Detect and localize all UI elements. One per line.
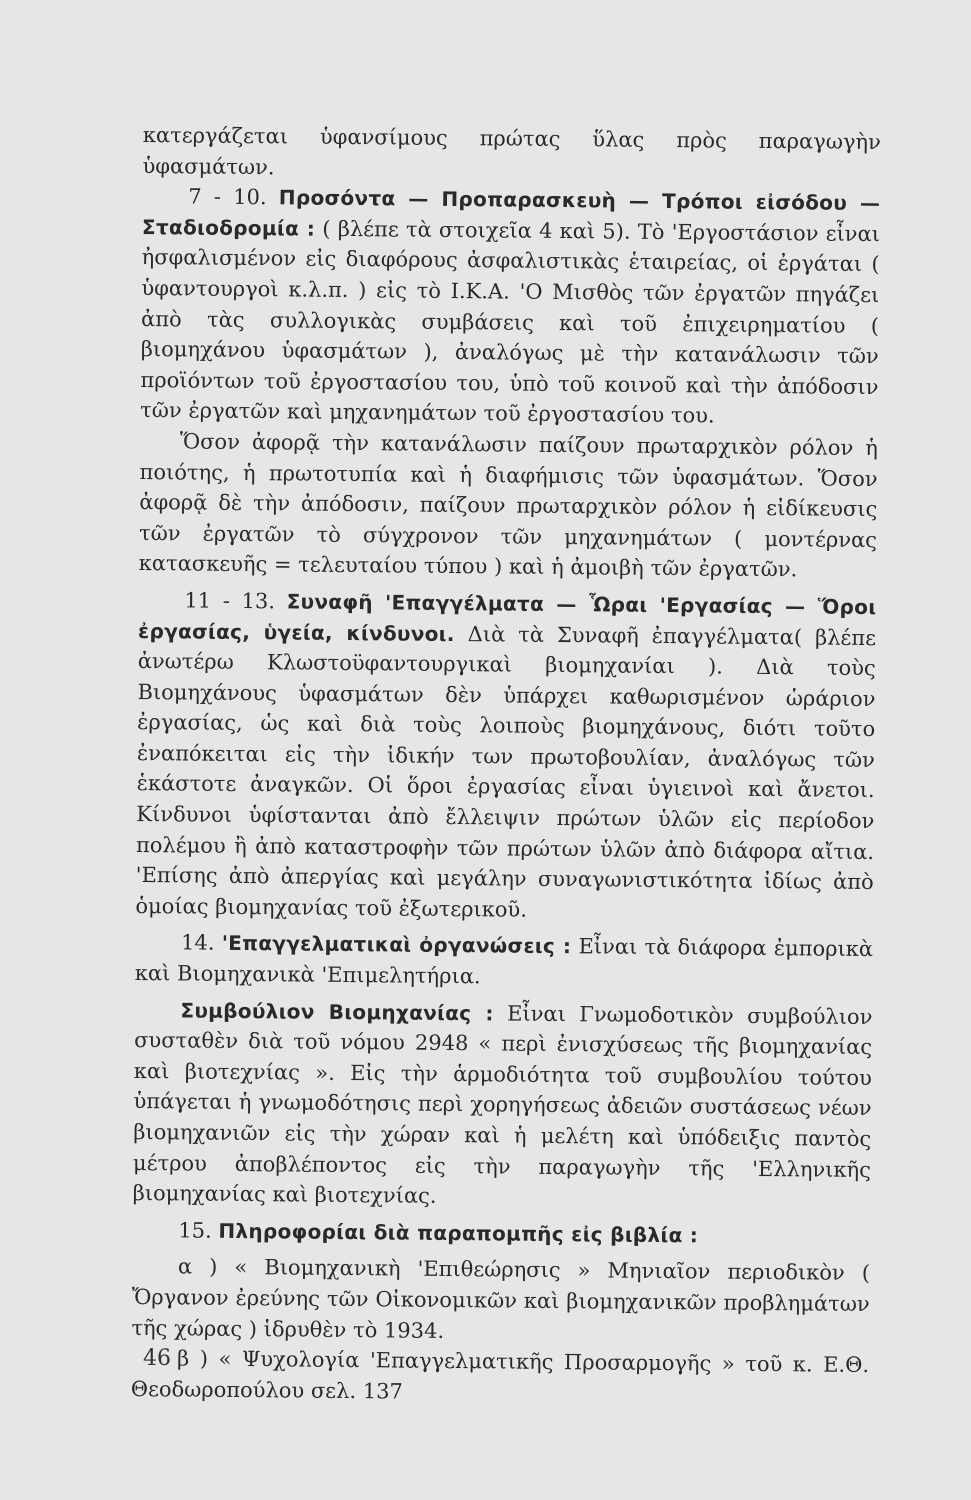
- section-7-10-body-2: Ὅσον ἀφορᾷ τὴν κατανάλωσιν παίζουν πρωταρχικὸν ρόλον ἡ ποιότης, ἡ πρωτοτυπία καὶ ἡ διαφήμισις τῶν ὑφασμάτων. Ὅσον ἀφορᾷ δὲ τὴν ἀπόδοσιν, παίζουν πρωταρχικὸν ρόλον ἡ εἰδίκευσις τῶν ἐργατῶν τὸ σύγχρονον τῶν μηχανημάτων ( μοντέρνας κατασκευῆς = τελευταίου τύπου ) καὶ ἡ ἀμοιβὴ τῶν ἐργατῶν.: [138, 429, 879, 582]
- council-paragraph: [133, 995, 873, 1216]
- section-7-10-body: ( βλέπε τὰ στοιχεῖα 4 καὶ 5). Τὸ 'Εργοστάσιον εἶναι ἠσφαλισμένον εἰς διαφόρους ἀσφαλιστικὰς ἑταιρείας, οἱ ἐργάται ( ὑφαντουργοὶ κ.λ.π. ) εἰς τὸ Ι.Κ.Α. 'Ο Μισθὸς τῶν ἐργατῶν πηγάζει ἀπὸ τὰς συλλογικὰς συμβάσεις καὶ τοῦ ἐπιχειρηματίου ( βιομηχάνου ὑφασμάτων ), ἀναλόγως μὲ τὴν κατανάλωσιν τῶν προϊόντων τοῦ ἐργοστασίου του, ὑπὸ τοῦ κοινοῦ καὶ τὴν ἀπόδοσιν τῶν ἐργατῶν καὶ μηχανημάτων τοῦ ἐργοστασίου του.: [140, 216, 881, 428]
- council-heading: Συμβούλιον Βιομηχανίας :: [180, 998, 494, 1026]
- section-7-10-heading: Προσόντα — Προπαρασκευὴ — Τρόποι εἰσόδου — Σταδιοδρομία :: [141, 185, 881, 241]
- section-11-13-heading: Συναφῆ 'Επαγγέλματα — Ὧραι 'Εργασίας — Ὅροι ἐργασίας, ὑγεία, κίνδυνοι.: [137, 589, 877, 646]
- intro-paragraph: [142, 120, 881, 188]
- section-14-body: Εἶναι τὰ διάφορα ἐμπορικὰ καὶ Βιομηχανικὰ 'Επιμελητήρια.: [134, 934, 874, 989]
- section-14-paragraph: [135, 927, 874, 995]
- section-7-10-number: 7 - 10.: [188, 184, 267, 210]
- section-14-heading: 'Επαγγελματικαὶ ὀργανώσεις :: [221, 931, 572, 959]
- section-7-10-paragraph: [140, 181, 880, 433]
- section-14-number: 14.: [180, 930, 215, 956]
- page-text: [131, 120, 881, 1411]
- section-15-heading: Πληροφορίαι διὰ παραπομπῆς εἰς βιβλία :: [218, 1218, 699, 1248]
- page-number: 46: [143, 1346, 171, 1371]
- section-11-13-body: Διὰ τὰ Συναφῆ ἐπαγγέλματα( βλέπε ἀνωτέρω Κλωστοϋφαντουργικαὶ βιομηχανίαι ). Διὰ τοὺς Βιομηχάνους ὑφασμάτων δὲν ὑπάρχει καθωρισμένον ὡράριον ἐργασίας, ὡς καὶ διὰ τοὺς λοιποὺς βιομηχάνους, διότι τοῦτο ἐναπόκειται εἰς τὴν ἰδικήν των πρωτοβουλίαν, ἀναλόγως τῶν ἑκάστοτε ἀναγκῶν. Οἱ ὅροι ἐργασίας εἶναι ὑγιεινοὶ καὶ ἄνετοι. Κίνδυνοι ὑφίστανται ἀπὸ ἔλλειψιν πρώτων ὑλῶν εἰς περίοδον πολέμου ἢ ἀπὸ καταστροφὴν τῶν πρώτων ὑλῶν ἀπὸ διάφορα αἴτια. 'Επίσης ἀπὸ ἀπεργίας καὶ μεγάλην συναγωνιστικότητα ἰδίως ἀπὸ ὁμοίας βιομηχανίας τοῦ ἐξωτερικοῦ.: [135, 621, 877, 922]
- section-15-number: 15.: [178, 1218, 212, 1243]
- intro-text: κατεργάζεται ὑφανσίμους πρώτας ὕλας πρὸς παραγωγὴν ὑφασμάτων.: [142, 122, 881, 179]
- section-11-13-number: 11 - 13.: [184, 588, 276, 614]
- reference-a-text: α ) « Βιομηχανικὴ 'Επιθεώρησις » Μηνιαῖον περιοδικὸν ( Ὄργανον ἐρεύνης τῶν Οἰκονομικῶν καὶ βιομηχανικῶν προβλημάτων τῆς χώρας ) ἱδρυθὲν τὸ 1934.: [131, 1254, 871, 1343]
- council-body: Εἶναι Γνωμοδοτικὸν συμβούλιον συσταθὲν διὰ τοῦ νόμου 2948 « περὶ ἐνισχύσεως τῆς βιομηχανίας καὶ βιοτεχνίας ». Εἰς τὴν ἁρμοδιότητα τοῦ συμβουλίου τούτου ὑπάγεται ἡ γνωμοδότησις περὶ χορηγήσεως ἀδειῶν συστάσεως νέων βιομηχανιῶν εἰς τὴν χώραν καὶ ἡ μελέτη καὶ ὑπόδειξις παντὸς μέτρου ἀποβλέποντος εἰς τὴν παραγωγὴν τῆς 'Ελληνικῆς βιομηχανίας καὶ βιοτεχνίας.: [132, 1001, 873, 1209]
- section-7-10-paragraph-2: [139, 426, 878, 586]
- reference-item-b: [131, 1343, 870, 1411]
- reference-b-text: β ) « Ψυχολογία 'Επαγγελματικῆς Προσαρμογῆς » τοῦ κ. Ε.Θ. Θεοδωροπούλου σελ. 137: [130, 1346, 870, 1404]
- reference-item-a: [131, 1251, 870, 1350]
- section-11-13-paragraph: [135, 585, 876, 929]
